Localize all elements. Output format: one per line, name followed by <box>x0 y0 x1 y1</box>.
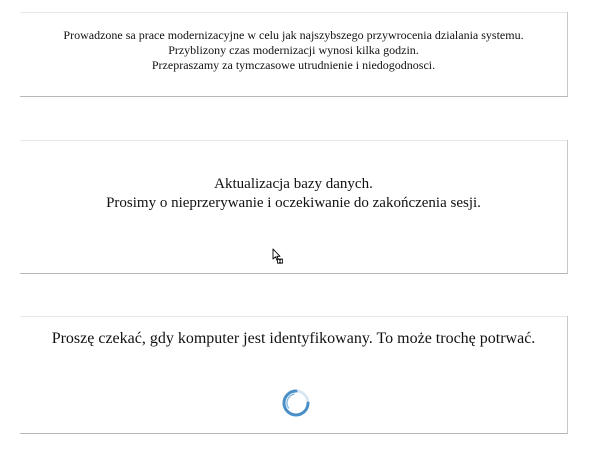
notice-line-3: Przepraszamy za tymczasowe utrudnienie i niedogodnosci. <box>151 58 436 72</box>
loading-spinner-icon <box>281 388 311 418</box>
database-update-panel <box>20 140 568 274</box>
computer-identification-panel <box>20 316 568 434</box>
maintenance-notice-panel <box>20 12 568 97</box>
maintenance-notice-text <box>20 28 567 73</box>
update-subtitle: Prosimy o nieprzerywanie i oczekiwanie do zakończenia sesji. <box>106 195 481 211</box>
identification-message: Proszę czekać, gdy komputer jest identyfikowany. To może trochę potrwać. <box>51 330 536 347</box>
database-update-text <box>20 175 567 213</box>
notice-line-2: Przyblizony czas modernizacji wynosi kilka godzin. <box>168 43 419 57</box>
update-title: Aktualizacja bazy danych. <box>214 176 373 192</box>
notice-line-1: Prowadzone sa prace modernizacyjne w celu jak najszybszego przywrocenia dzialania systemu. <box>63 28 524 42</box>
busy-cursor-icon <box>270 248 284 264</box>
